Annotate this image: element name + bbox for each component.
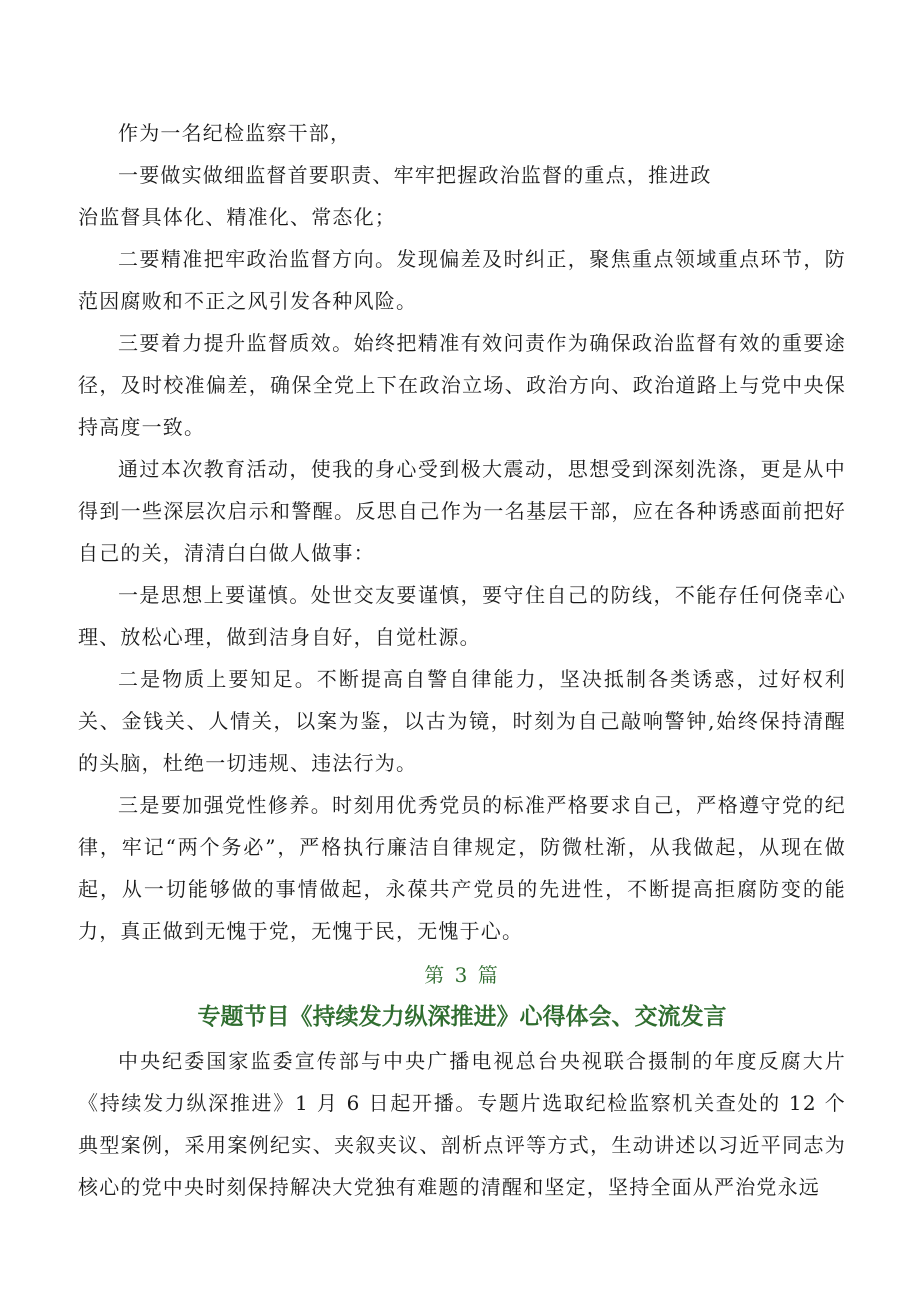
paragraph-6: 通过本次教育活动，使我的身心受到极大震动，思想受到深刻洗涤，更是从中得到一些深层次启示和警醒。反思自己作为一名基层干部，应在各种诱惑面前把好自己的关，清清白白做人做事： [78, 457, 846, 565]
paragraph-9: 三是要加强党性修养。时刻用优秀党员的标准严格要求自己，严格遵守党的纪律，牢记“两个务必”，严格执行廉洁自律规定，防微杜渐，从我做起，从现在做起，从一切能够做的事情做起，永葆共产党员的先进性，不断提高拒腐防变的能力，真正做到无愧于党，无愧于民，无愧于心。 [78, 793, 846, 943]
paragraph-10: 中央纪委国家监委宣传部与中央广播电视总台央视联合摄制的年度反腐大片《持续发力纵深推进》1 月 6 日起开播。专题片选取纪检监察机关查处的 12 个典型案例，采用案例纪实、夹叙夹议、剖析点评等方式，生动讲述以习近平同志为核心的党中央时刻保持解决大党独有难题的清醒和坚定，坚持全面从严治党永远 [78, 1049, 846, 1199]
paragraph-2: 一要做实做细监督首要职责、牢牢把握政治监督的重点，推进政 [118, 163, 712, 187]
section-title: 专题节目《持续发力纵深推进》心得体会、交流发言 [197, 1004, 727, 1030]
paragraph-8: 二是物质上要知足。不断提高自警自律能力，坚决抵制各类诱惑，过好权利关、金钱关、人情关，以案为鉴，以古为镜，时刻为自己敲响警钟,始终保持清醒的头脑，杜绝一切违规、违法行为。 [78, 667, 846, 775]
paragraph-1: 作为一名纪检监察干部， [118, 121, 352, 145]
paragraph-4: 二要精准把牢政治监督方向。发现偏差及时纠正，聚焦重点领域重点环节，防范因腐败和不正之风引发各种风险。 [78, 247, 846, 313]
section-number: 第 3 篇 [424, 963, 500, 987]
paragraph-5: 三要着力提升监督质效。始终把精准有效问责作为确保政治监督有效的重要途径，及时校准偏差，确保全党上下在政治立场、政治方向、政治道路上与党中央保持高度一致。 [78, 331, 846, 439]
document-page [78, 112, 846, 1208]
paragraph-7: 一是思想上要谨慎。处世交友要谨慎，要守住自己的防线，不能存任何侥幸心理、放松心理，做到洁身自好，自觉杜源。 [78, 583, 846, 649]
paragraph-3: 治监督具体化、精准化、常态化； [78, 205, 396, 229]
